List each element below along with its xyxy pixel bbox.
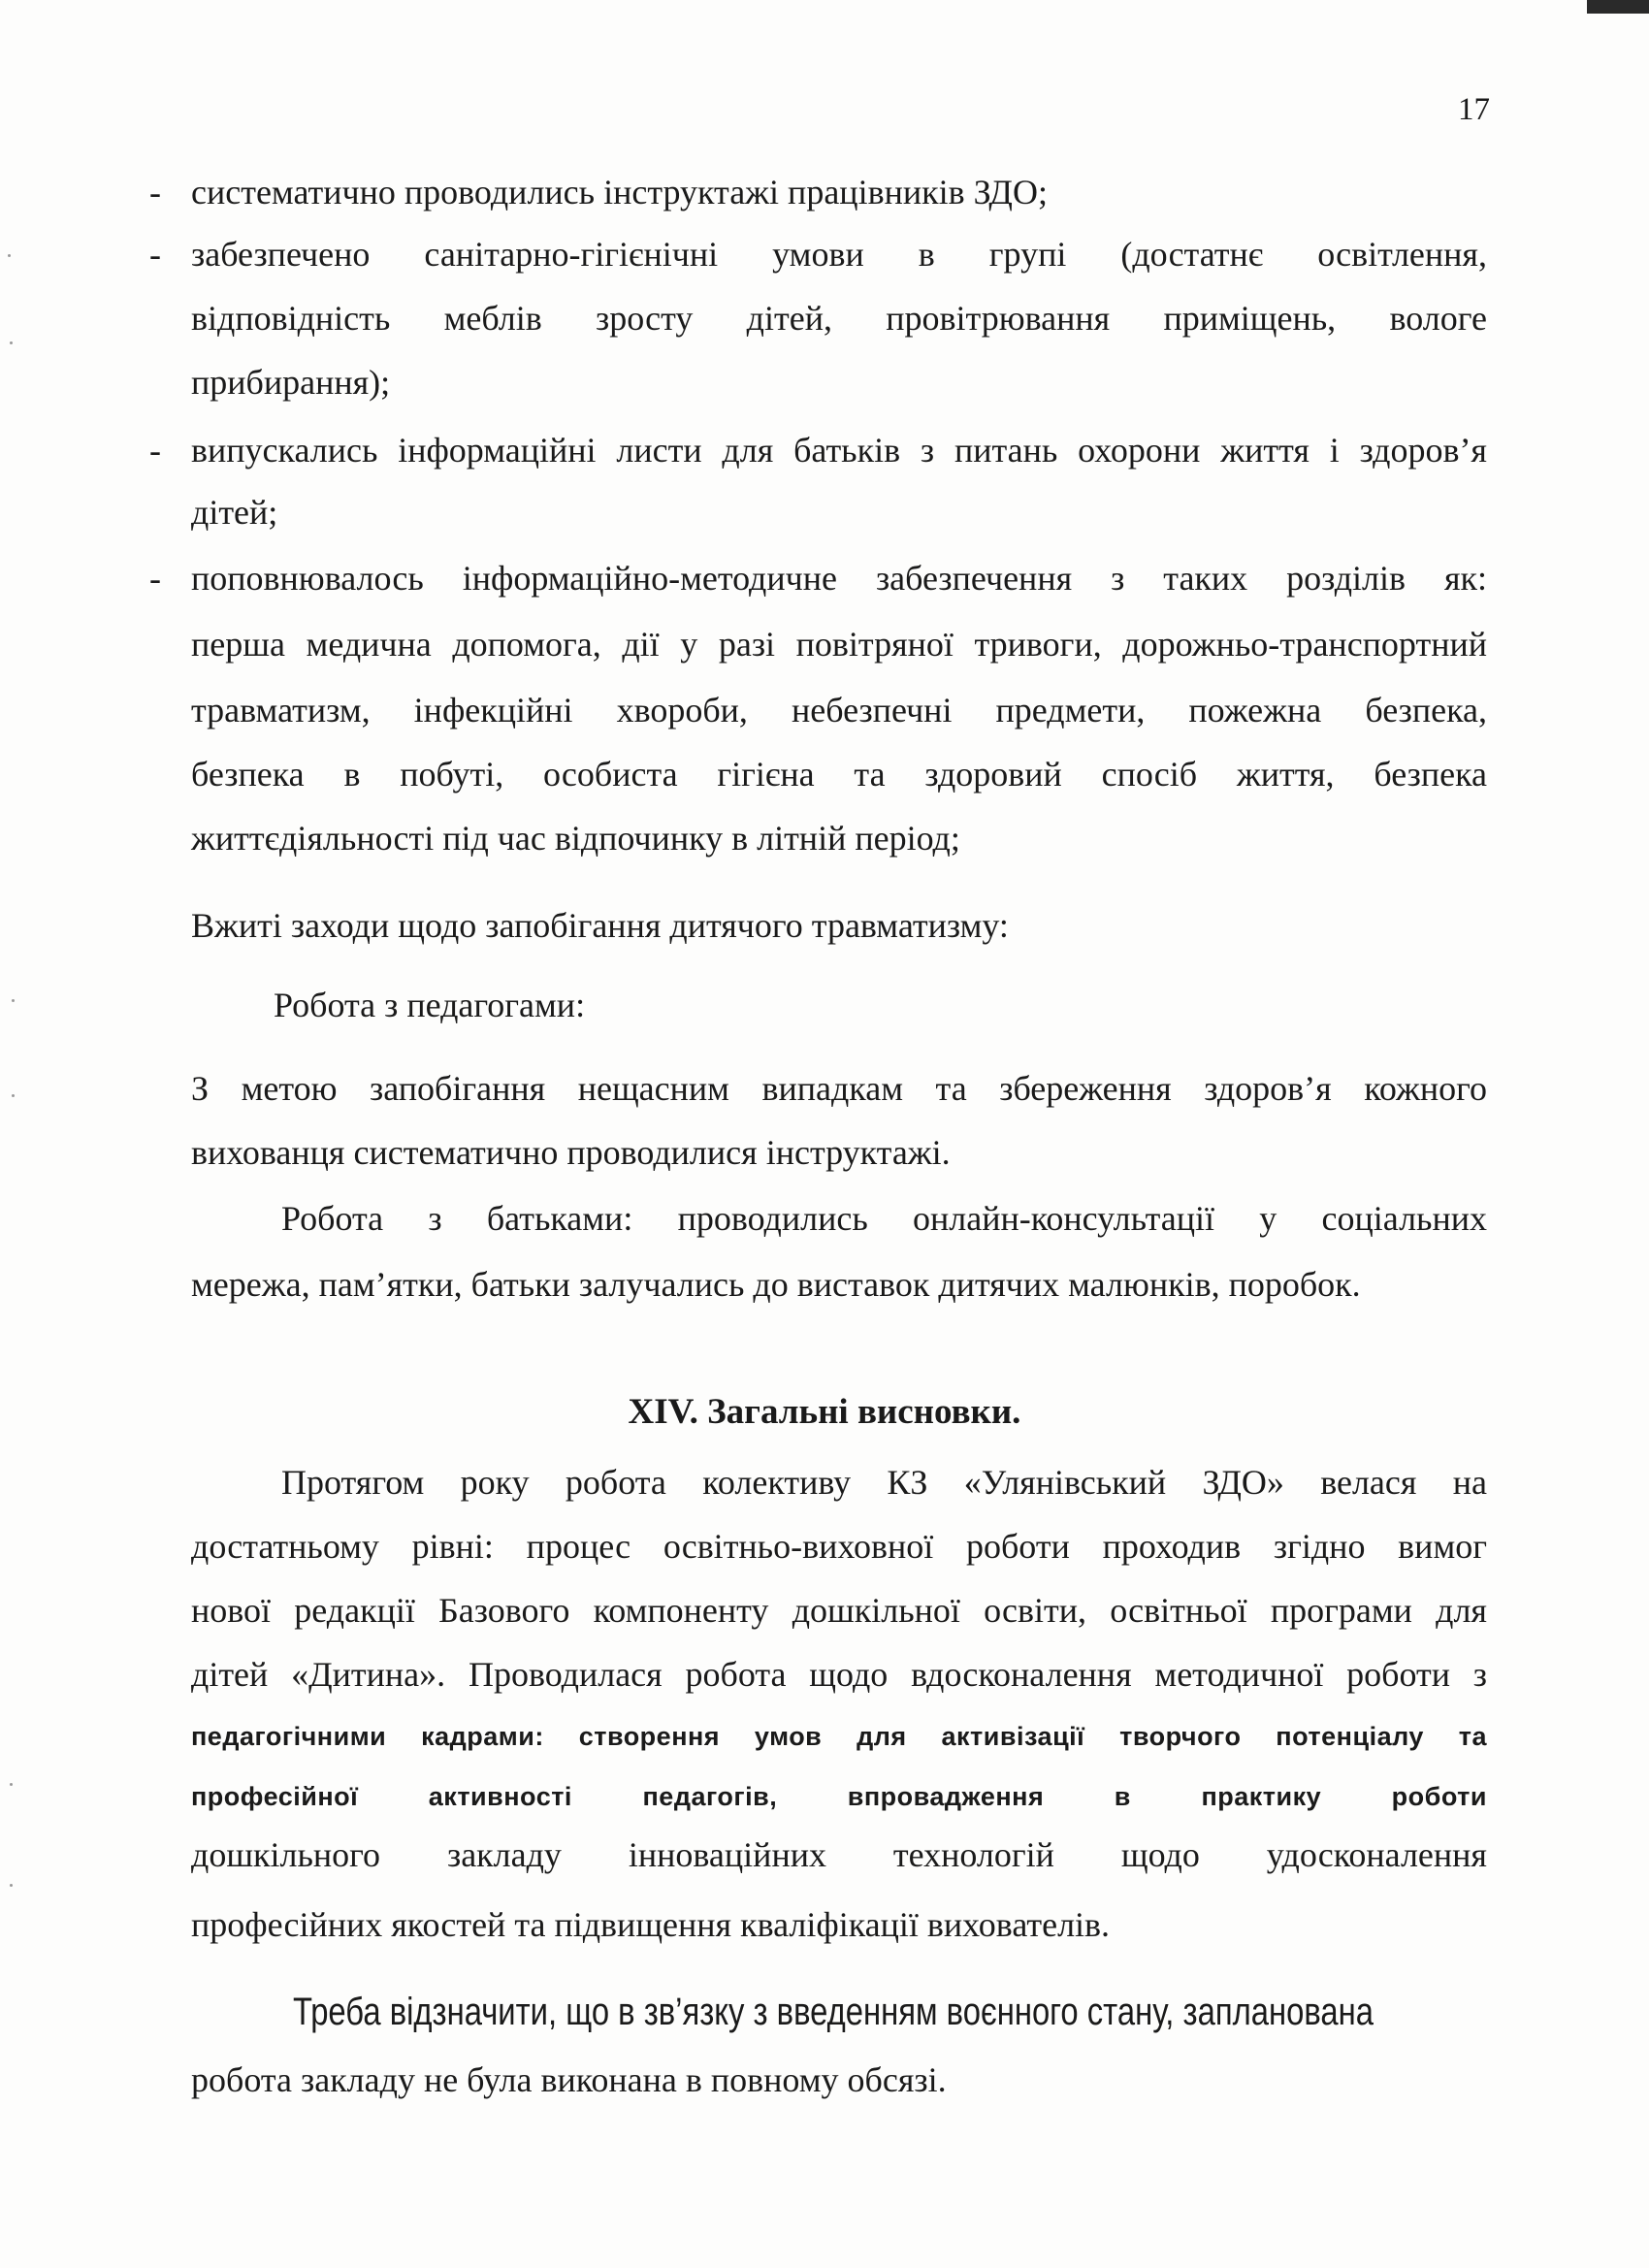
teachers-text-line-1: З метою запобігання нещасним випадкам та збереження здоров’я кожного [191, 1069, 1487, 1108]
conclusion-line-6: професійної активності педагогів, впровадження в практику роботи [191, 1782, 1487, 1811]
measures-intro: Вжиті заходи щодо запобігання дитячого травматизму: [191, 906, 1009, 945]
teachers-text-line-2: вихованця систематично проводилися інструктажі. [191, 1133, 951, 1172]
conclusion-line-7: дошкільного закладу інноваційних технологій щодо удосконалення [191, 1835, 1487, 1874]
conclusion-line-1: Протягом року робота колективу КЗ «Улянівський ЗДО» велася на [281, 1463, 1487, 1502]
bullet-dash: - [149, 431, 161, 470]
bullet-2-line-3: прибирання); [191, 363, 391, 402]
scan-edge-mark [1587, 0, 1649, 14]
bullet-4-line-3: травматизм, інфекційні хвороби, небезпечні предмети, пожежна безпека, [191, 691, 1487, 729]
bullet-4-line-1: поповнювалось інформаційно-методичне забезпечення з таких розділів як: [191, 559, 1487, 598]
parents-text-line-2: мережа, пам’ятки, батьки залучались до виставок дитячих малюнків, поробок. [191, 1265, 1361, 1304]
scan-speck [8, 254, 11, 257]
bullet-dash: - [149, 173, 161, 211]
conclusion-line-4: дітей «Дитина». Проводилася робота щодо вдосконалення методичної роботи з [191, 1655, 1487, 1694]
final-text-line-2: робота закладу не була виконана в повному обсязі. [191, 2060, 947, 2099]
conclusion-line-8: професійних якостей та підвищення кваліфікації вихователів. [191, 1905, 1111, 1944]
scan-speck [10, 1783, 13, 1786]
bullet-dash: - [149, 559, 161, 598]
scan-speck [12, 1094, 15, 1097]
bullet-dash: - [149, 235, 161, 274]
scan-speck [10, 1884, 13, 1887]
bullet-3-line-1: випускались інформаційні листи для батьків з питань охорони життя і здоров’я [191, 431, 1487, 470]
page-number: 17 [1458, 92, 1490, 127]
bullet-2-line-2: відповідність меблів зросту дітей, провітрювання приміщень, вологе [191, 299, 1487, 338]
section-heading: XIV. Загальні висновки. [628, 1392, 1021, 1432]
bullet-2-line-1: забезпечено санітарно-гігієнічні умови в групі (достатнє освітлення, [191, 235, 1487, 274]
scan-speck [12, 999, 15, 1002]
final-text-line-1: Треба відзначити, що в зв’язку з введенням воєнного стану, запланована [293, 1991, 1374, 2033]
bullet-3-line-2: дітей; [191, 493, 278, 532]
conclusion-line-3: нової редакції Базового компоненту дошкільної освіти, освітньої програми для [191, 1591, 1487, 1630]
scan-speck [10, 341, 13, 344]
parents-text-line-1: Робота з батьками: проводились онлайн-консультації у соціальних [281, 1199, 1487, 1238]
conclusion-line-2: достатньому рівні: процес освітньо-виховної роботи проходив згідно вимог [191, 1527, 1487, 1566]
conclusion-line-5: педагогічними кадрами: створення умов для активізації творчого потенціалу та [191, 1722, 1487, 1751]
teachers-heading: Робота з педагогами: [274, 986, 586, 1024]
bullet-1-line-1: систематично проводились інструктажі працівників ЗДО; [191, 173, 1048, 211]
bullet-4-line-4: безпека в побуті, особиста гігієна та здоровий спосіб життя, безпека [191, 755, 1487, 794]
bullet-4-line-2: перша медична допомога, дії у разі повітряної тривоги, дорожньо-транспортний [191, 625, 1487, 664]
bullet-4-line-5: життєдіяльності під час відпочинку в літній період; [191, 819, 960, 858]
